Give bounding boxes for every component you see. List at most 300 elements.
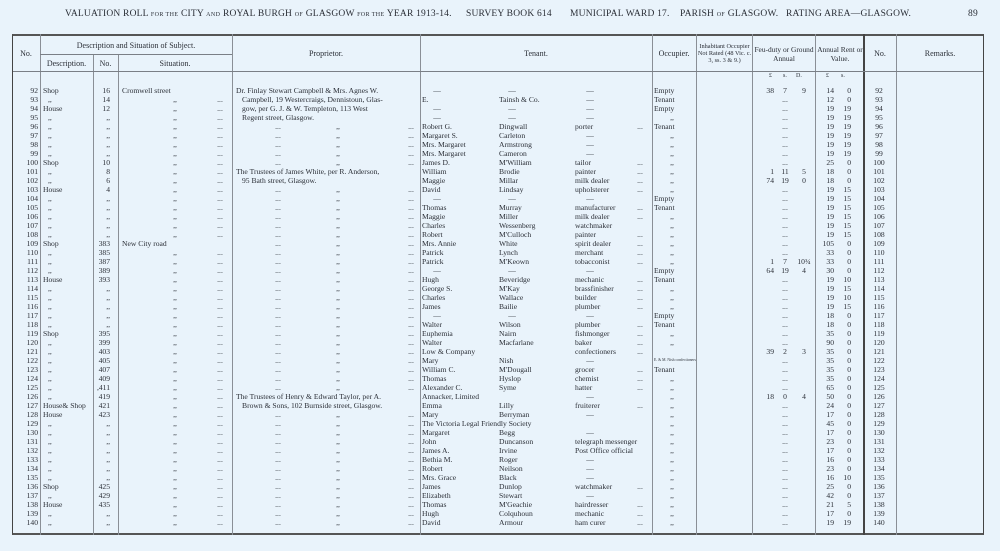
tenant-occupation: telegraph messenger bbox=[575, 437, 638, 446]
description: House bbox=[43, 275, 63, 284]
tenant-given-name: Charles bbox=[422, 221, 446, 230]
description: ,, bbox=[48, 419, 52, 428]
row-number: 95 bbox=[30, 113, 38, 122]
tenant-occupation: painter bbox=[575, 230, 597, 239]
tenant-given-name: Thomas bbox=[422, 500, 447, 509]
tenant-surname: Lindsay bbox=[499, 185, 524, 194]
table-row bbox=[0, 455, 1000, 464]
feu-shillings: ... bbox=[782, 446, 788, 455]
feu-pounds: 18 bbox=[766, 392, 774, 401]
tenant-surname: Stewart bbox=[499, 491, 523, 500]
row-number-right: 137 bbox=[873, 491, 885, 500]
tenant-occupation: porter bbox=[575, 122, 594, 131]
proprietor-dots: ... bbox=[408, 293, 414, 302]
situation-dots: ... bbox=[217, 401, 223, 410]
rent-pounds: 19 bbox=[826, 275, 834, 284]
proprietor-dots: ... bbox=[275, 185, 281, 194]
rent-shillings: 0 bbox=[847, 410, 851, 419]
occupier: ,, bbox=[670, 338, 674, 347]
tenant-given-name: James D. bbox=[422, 158, 450, 167]
rent-pounds: 12 bbox=[826, 95, 834, 104]
row-number-right: 133 bbox=[873, 455, 885, 464]
description: ,, bbox=[48, 509, 52, 518]
description: Shop bbox=[43, 86, 59, 95]
occupation-dots: ... bbox=[637, 320, 643, 329]
situation-dots: ... bbox=[217, 122, 223, 131]
situation-dots: ... bbox=[217, 410, 223, 419]
street-number: ,, bbox=[106, 320, 110, 329]
occupier: Tenant bbox=[654, 203, 675, 212]
row-number: 118 bbox=[26, 320, 38, 329]
proprietor-dots: ... bbox=[275, 212, 281, 221]
tenant-occupation: watchmaker bbox=[575, 482, 613, 491]
row-number: 140 bbox=[26, 518, 38, 527]
tenant-given-name: — bbox=[433, 86, 441, 95]
tenant-given-name: — bbox=[433, 194, 441, 203]
feu-shillings: ... bbox=[782, 473, 788, 482]
situation-dots: ... bbox=[217, 302, 223, 311]
tenant-given-name: James bbox=[422, 482, 441, 491]
tenant-given-name: Mrs. Margaret bbox=[422, 140, 466, 149]
proprietor-ditto: ,, bbox=[336, 122, 340, 131]
rent-shillings: 0 bbox=[847, 446, 851, 455]
feu-shillings: ... bbox=[782, 113, 788, 122]
description: ,, bbox=[48, 455, 52, 464]
table-row bbox=[0, 131, 1000, 140]
rent-pounds: 35 bbox=[826, 347, 834, 356]
proprietor-ditto: ,, bbox=[336, 347, 340, 356]
row-number: 94 bbox=[30, 104, 38, 113]
rent-pounds: 19 bbox=[826, 230, 834, 239]
situation: ,, bbox=[173, 149, 177, 158]
situation: ,, bbox=[173, 275, 177, 284]
rent-pounds: 35 bbox=[826, 329, 834, 338]
proprietor-dots: ... bbox=[408, 428, 414, 437]
situation: ,, bbox=[173, 293, 177, 302]
row-number: 96 bbox=[30, 122, 38, 131]
street-number: ,, bbox=[106, 230, 110, 239]
tenant-surname: Roger bbox=[499, 455, 518, 464]
occupation-dots: ... bbox=[637, 365, 643, 374]
tenant-surname: M'Geachie bbox=[499, 500, 532, 509]
tenant-surname: Carleton bbox=[499, 131, 526, 140]
rent-pounds: 19 bbox=[826, 131, 834, 140]
proprietor-ditto: ,, bbox=[336, 230, 340, 239]
proprietor-dots: ... bbox=[275, 248, 281, 257]
proprietor-dots: ... bbox=[408, 491, 414, 500]
situation: ,, bbox=[173, 356, 177, 365]
proprietor-dots: ... bbox=[408, 131, 414, 140]
tenant-surname: Murray bbox=[499, 203, 522, 212]
situation-dots: ... bbox=[217, 293, 223, 302]
proprietor-line: Campbell, 19 Westercraigs, Dennistoun, Glas- bbox=[242, 95, 383, 104]
row-number-right: 128 bbox=[873, 410, 885, 419]
tenant-surname: Neilson bbox=[499, 464, 523, 473]
feu-shillings: ... bbox=[782, 149, 788, 158]
occupier: ,, bbox=[670, 212, 674, 221]
occupier: ,, bbox=[670, 482, 674, 491]
situation: ,, bbox=[173, 401, 177, 410]
tenant-surname: Tainsh & Co. bbox=[499, 95, 540, 104]
feu-pence: 5 bbox=[802, 167, 806, 176]
proprietor-dots: ... bbox=[408, 464, 414, 473]
tenant-given-name: — bbox=[433, 311, 441, 320]
description: House bbox=[43, 185, 63, 194]
proprietor-dots: ... bbox=[408, 329, 414, 338]
rent-pounds: 14 bbox=[826, 86, 834, 95]
table-row bbox=[0, 401, 1000, 410]
tenant-occupation: watchmaker bbox=[575, 221, 613, 230]
proprietor-dots: ... bbox=[408, 230, 414, 239]
tenant-surname: Colquhoun bbox=[499, 509, 533, 518]
rent-pounds: 90 bbox=[826, 338, 834, 347]
tenant-occupation: milk dealer bbox=[575, 212, 610, 221]
rent-pounds: 19 bbox=[826, 302, 834, 311]
proprietor-ditto: ,, bbox=[336, 284, 340, 293]
proprietor-dots: ... bbox=[275, 230, 281, 239]
occupier: ,, bbox=[670, 293, 674, 302]
situation-dots: ... bbox=[217, 113, 223, 122]
proprietor-line: gow, per G. J. & W. Templeton, 113 West bbox=[242, 104, 368, 113]
table-row bbox=[0, 176, 1000, 185]
situation: ,, bbox=[173, 392, 177, 401]
rent-pounds: 19 bbox=[826, 113, 834, 122]
proprietor-ditto: ,, bbox=[336, 266, 340, 275]
situation: ,, bbox=[173, 203, 177, 212]
row-number-right: 96 bbox=[875, 122, 883, 131]
tenant-occupation: — bbox=[586, 86, 594, 95]
rent-shillings: 10 bbox=[843, 473, 851, 482]
feu-shillings: ... bbox=[782, 239, 788, 248]
rent-pounds: 19 bbox=[826, 104, 834, 113]
table-row bbox=[0, 464, 1000, 473]
row-number-right: 97 bbox=[875, 131, 883, 140]
occupier: Tenant bbox=[654, 275, 675, 284]
row-number: 122 bbox=[26, 356, 38, 365]
rent-shillings: 15 bbox=[843, 212, 851, 221]
row-number: 124 bbox=[26, 374, 38, 383]
rent-shillings: 19 bbox=[843, 140, 851, 149]
table-row bbox=[0, 140, 1000, 149]
situation-dots: ... bbox=[217, 203, 223, 212]
occupation-dots: ... bbox=[637, 185, 643, 194]
tenant-surname: Cameron bbox=[499, 149, 527, 158]
situation: ,, bbox=[173, 248, 177, 257]
table-row bbox=[0, 437, 1000, 446]
rent-pounds: 17 bbox=[826, 509, 834, 518]
tenant-occupation: — bbox=[586, 140, 594, 149]
rent-pounds: 18 bbox=[826, 176, 834, 185]
table-row bbox=[0, 473, 1000, 482]
feu-shillings: ... bbox=[782, 194, 788, 203]
street-number: ,, bbox=[106, 311, 110, 320]
row-number: 108 bbox=[26, 230, 38, 239]
description: ,, bbox=[48, 266, 52, 275]
proprietor-ditto: ,, bbox=[336, 311, 340, 320]
description: ,, bbox=[48, 320, 52, 329]
occupier: ,, bbox=[670, 284, 674, 293]
title-for-the-2: FOR THE bbox=[357, 12, 385, 18]
situation: ,, bbox=[173, 266, 177, 275]
row-number-right: 92 bbox=[875, 86, 883, 95]
table-row bbox=[0, 248, 1000, 257]
street-number: ,, bbox=[106, 113, 110, 122]
parish-of: OF bbox=[716, 12, 726, 18]
row-number-right: 113 bbox=[873, 275, 885, 284]
survey-book: SURVEY BOOK 614 bbox=[466, 9, 552, 19]
row-number: 129 bbox=[26, 419, 38, 428]
tenant-occupation: — bbox=[586, 131, 594, 140]
street-number: ,411 bbox=[96, 383, 110, 392]
rent-pounds: 16 bbox=[826, 473, 834, 482]
table-row bbox=[0, 482, 1000, 491]
rent-shillings: 19 bbox=[843, 131, 851, 140]
proprietor-dots: ... bbox=[408, 365, 414, 374]
proprietor-ditto: ,, bbox=[336, 275, 340, 284]
proprietor-ditto: ,, bbox=[336, 491, 340, 500]
description: ,, bbox=[48, 437, 52, 446]
feu-pence: 9 bbox=[802, 86, 806, 95]
proprietor-ditto: ,, bbox=[336, 140, 340, 149]
occupation-dots: ... bbox=[637, 122, 643, 131]
occupier: ,, bbox=[670, 455, 674, 464]
feu-pounds: 74 bbox=[766, 176, 774, 185]
tenant-occupation: — bbox=[586, 113, 594, 122]
rent-shillings: 0 bbox=[847, 464, 851, 473]
description: ,, bbox=[48, 203, 52, 212]
rent-pounds: 45 bbox=[826, 419, 834, 428]
street-number: 385 bbox=[98, 248, 110, 257]
parish-name: GLASGOW. bbox=[727, 9, 779, 19]
table-row bbox=[0, 518, 1000, 527]
row-number-right: 116 bbox=[873, 302, 885, 311]
col-no: No. bbox=[20, 49, 32, 58]
occupier: ,, bbox=[670, 401, 674, 410]
occupier: ,, bbox=[670, 410, 674, 419]
proprietor-dots: ... bbox=[275, 329, 281, 338]
tenant-occupation: — bbox=[586, 266, 594, 275]
row-number-right: 114 bbox=[873, 284, 885, 293]
situation-dots: ... bbox=[217, 95, 223, 104]
occupier: ,, bbox=[670, 491, 674, 500]
proprietor-ditto: ,, bbox=[336, 383, 340, 392]
situation: ,, bbox=[173, 491, 177, 500]
street-number: 4 bbox=[106, 185, 110, 194]
tenant-given-name: E. bbox=[422, 95, 429, 104]
rent-shillings: 15 bbox=[843, 284, 851, 293]
rent-shillings: 15 bbox=[843, 230, 851, 239]
row-number-right: 126 bbox=[873, 392, 885, 401]
occupier: ,, bbox=[670, 446, 674, 455]
proprietor-dots: ... bbox=[408, 419, 414, 428]
header-bottom-rule bbox=[13, 71, 983, 72]
tenant-given-name: The Victoria Legal Friendly Society bbox=[422, 419, 532, 428]
situation: ,, bbox=[173, 95, 177, 104]
proprietor-dots: ... bbox=[408, 122, 414, 131]
row-number: 107 bbox=[26, 221, 38, 230]
proprietor-ditto: ,, bbox=[336, 365, 340, 374]
situation-dots: ... bbox=[217, 266, 223, 275]
street-number: 14 bbox=[102, 95, 110, 104]
situation-dots: ... bbox=[217, 275, 223, 284]
table-row bbox=[0, 113, 1000, 122]
title-royal-burgh: ROYAL BURGH bbox=[222, 9, 293, 19]
rent-shillings: 0 bbox=[847, 482, 851, 491]
situation: ,, bbox=[173, 320, 177, 329]
row-number: 113 bbox=[26, 275, 38, 284]
street-number: ,, bbox=[106, 464, 110, 473]
occupation-dots: ... bbox=[637, 374, 643, 383]
tenant-occupation: mechanic bbox=[575, 509, 605, 518]
situation: ,, bbox=[173, 194, 177, 203]
tenant-surname: Beveridge bbox=[499, 275, 531, 284]
proprietor-dots: ... bbox=[275, 275, 281, 284]
feu-pounds: 1 bbox=[770, 167, 774, 176]
proprietor-ditto: ,, bbox=[336, 212, 340, 221]
proprietor-dots: ... bbox=[408, 311, 414, 320]
proprietor-dots: ... bbox=[275, 482, 281, 491]
situation: ,, bbox=[173, 455, 177, 464]
street-number: ,, bbox=[106, 302, 110, 311]
occupier: ,, bbox=[670, 140, 674, 149]
feu-shillings: ... bbox=[782, 293, 788, 302]
description: ,, bbox=[48, 446, 52, 455]
proprietor-dots: ... bbox=[275, 383, 281, 392]
situation-dots: ... bbox=[217, 428, 223, 437]
rent-pounds: 35 bbox=[826, 356, 834, 365]
rent-shillings: 0 bbox=[847, 401, 851, 410]
street-number: 399 bbox=[98, 338, 110, 347]
row-number-right: 115 bbox=[873, 293, 885, 302]
rent-pounds: 35 bbox=[826, 365, 834, 374]
tenant-occupation: — bbox=[586, 491, 594, 500]
table-row bbox=[0, 392, 1000, 401]
row-number: 130 bbox=[26, 428, 38, 437]
situation: ,, bbox=[173, 500, 177, 509]
proprietor-dots: ... bbox=[408, 266, 414, 275]
situation-dots: ... bbox=[217, 257, 223, 266]
description: ,, bbox=[48, 248, 52, 257]
situation-dots: ... bbox=[217, 284, 223, 293]
street-number: ,, bbox=[106, 509, 110, 518]
description: ,, bbox=[48, 518, 52, 527]
rent-shillings: 0 bbox=[847, 167, 851, 176]
proprietor-dots: ... bbox=[408, 383, 414, 392]
col-occupier: Occupier. bbox=[658, 49, 690, 58]
row-number-right: 110 bbox=[873, 248, 885, 257]
rent-shillings: 0 bbox=[847, 491, 851, 500]
table-row bbox=[0, 122, 1000, 131]
rent-shillings: 0 bbox=[847, 365, 851, 374]
street-number: 16 bbox=[102, 86, 110, 95]
proprietor-dots: ... bbox=[275, 446, 281, 455]
description: ,, bbox=[48, 428, 52, 437]
title-of: OF bbox=[294, 12, 304, 18]
occupier: ,, bbox=[670, 374, 674, 383]
occupier: ,, bbox=[670, 302, 674, 311]
occupation-dots: ... bbox=[637, 203, 643, 212]
table-row bbox=[0, 212, 1000, 221]
situation-dots: ... bbox=[217, 419, 223, 428]
rent-pounds: 17 bbox=[826, 410, 834, 419]
tenant-occupation: confectioners bbox=[575, 347, 616, 356]
tenant-given-name: James A. bbox=[422, 446, 450, 455]
tenant-given-name: Alexander C. bbox=[422, 383, 463, 392]
proprietor-dots: ... bbox=[275, 221, 281, 230]
tenant-occupation: hatter bbox=[575, 383, 593, 392]
proprietor-dots: ... bbox=[408, 509, 414, 518]
row-number-right: 134 bbox=[873, 464, 885, 473]
table-row bbox=[0, 86, 1000, 95]
occupier: Tenant bbox=[654, 122, 675, 131]
feu-shillings: ... bbox=[782, 104, 788, 113]
situation: ,, bbox=[173, 383, 177, 392]
row-number-right: 107 bbox=[873, 221, 885, 230]
rent-pounds: 19 bbox=[826, 149, 834, 158]
row-number: 114 bbox=[26, 284, 38, 293]
occupation-dots: ... bbox=[637, 401, 643, 410]
row-number-right: 112 bbox=[873, 266, 885, 275]
description: ,, bbox=[48, 194, 52, 203]
table-row bbox=[0, 365, 1000, 374]
tenant-surname: Berryman bbox=[499, 410, 530, 419]
description: ,, bbox=[48, 392, 52, 401]
rent-pounds: 19 bbox=[826, 518, 834, 527]
tenant-surname: Syme bbox=[499, 383, 517, 392]
occupier: ,, bbox=[670, 500, 674, 509]
feu-pounds: 1 bbox=[770, 257, 774, 266]
situation: ,, bbox=[173, 311, 177, 320]
row-number: 117 bbox=[26, 311, 38, 320]
situation-dots: ... bbox=[217, 230, 223, 239]
row-number: 128 bbox=[26, 410, 38, 419]
row-number: 111 bbox=[27, 257, 38, 266]
proprietor-dots: ... bbox=[408, 320, 414, 329]
row-number-right: 130 bbox=[873, 428, 885, 437]
description: House bbox=[43, 410, 63, 419]
proprietor-dots: ... bbox=[275, 374, 281, 383]
proprietor-line: Brown & Sons, 102 Burnside street, Glasgow. bbox=[242, 401, 383, 410]
proprietor-ditto: ,, bbox=[336, 437, 340, 446]
row-number-right: 140 bbox=[873, 518, 885, 527]
tenant-occupation: baker bbox=[575, 338, 592, 347]
occupation-dots: ... bbox=[637, 329, 643, 338]
street-number: 389 bbox=[98, 266, 110, 275]
feu-pounds: 64 bbox=[766, 266, 774, 275]
proprietor-ditto: ,, bbox=[336, 131, 340, 140]
situation: ,, bbox=[173, 347, 177, 356]
proprietor-dots: ... bbox=[275, 500, 281, 509]
rent-shillings: 0 bbox=[847, 428, 851, 437]
rent-shillings: 0 bbox=[847, 374, 851, 383]
feu-shillings: ... bbox=[782, 491, 788, 500]
street-number: 407 bbox=[98, 365, 110, 374]
proprietor-ditto: ,, bbox=[336, 419, 340, 428]
proprietor-dots: ... bbox=[275, 158, 281, 167]
table-row bbox=[0, 104, 1000, 113]
col-tenant: Tenant. bbox=[524, 49, 548, 58]
row-number-right: 93 bbox=[875, 95, 883, 104]
description: ,, bbox=[48, 473, 52, 482]
rent-shillings: 0 bbox=[847, 383, 851, 392]
rent-shillings: 15 bbox=[843, 185, 851, 194]
rent-shillings: 0 bbox=[847, 158, 851, 167]
situation-dots: ... bbox=[217, 158, 223, 167]
table-row bbox=[0, 509, 1000, 518]
occupier: ,, bbox=[670, 428, 674, 437]
proprietor-dots: ... bbox=[275, 122, 281, 131]
rent-pounds: 24 bbox=[826, 401, 834, 410]
